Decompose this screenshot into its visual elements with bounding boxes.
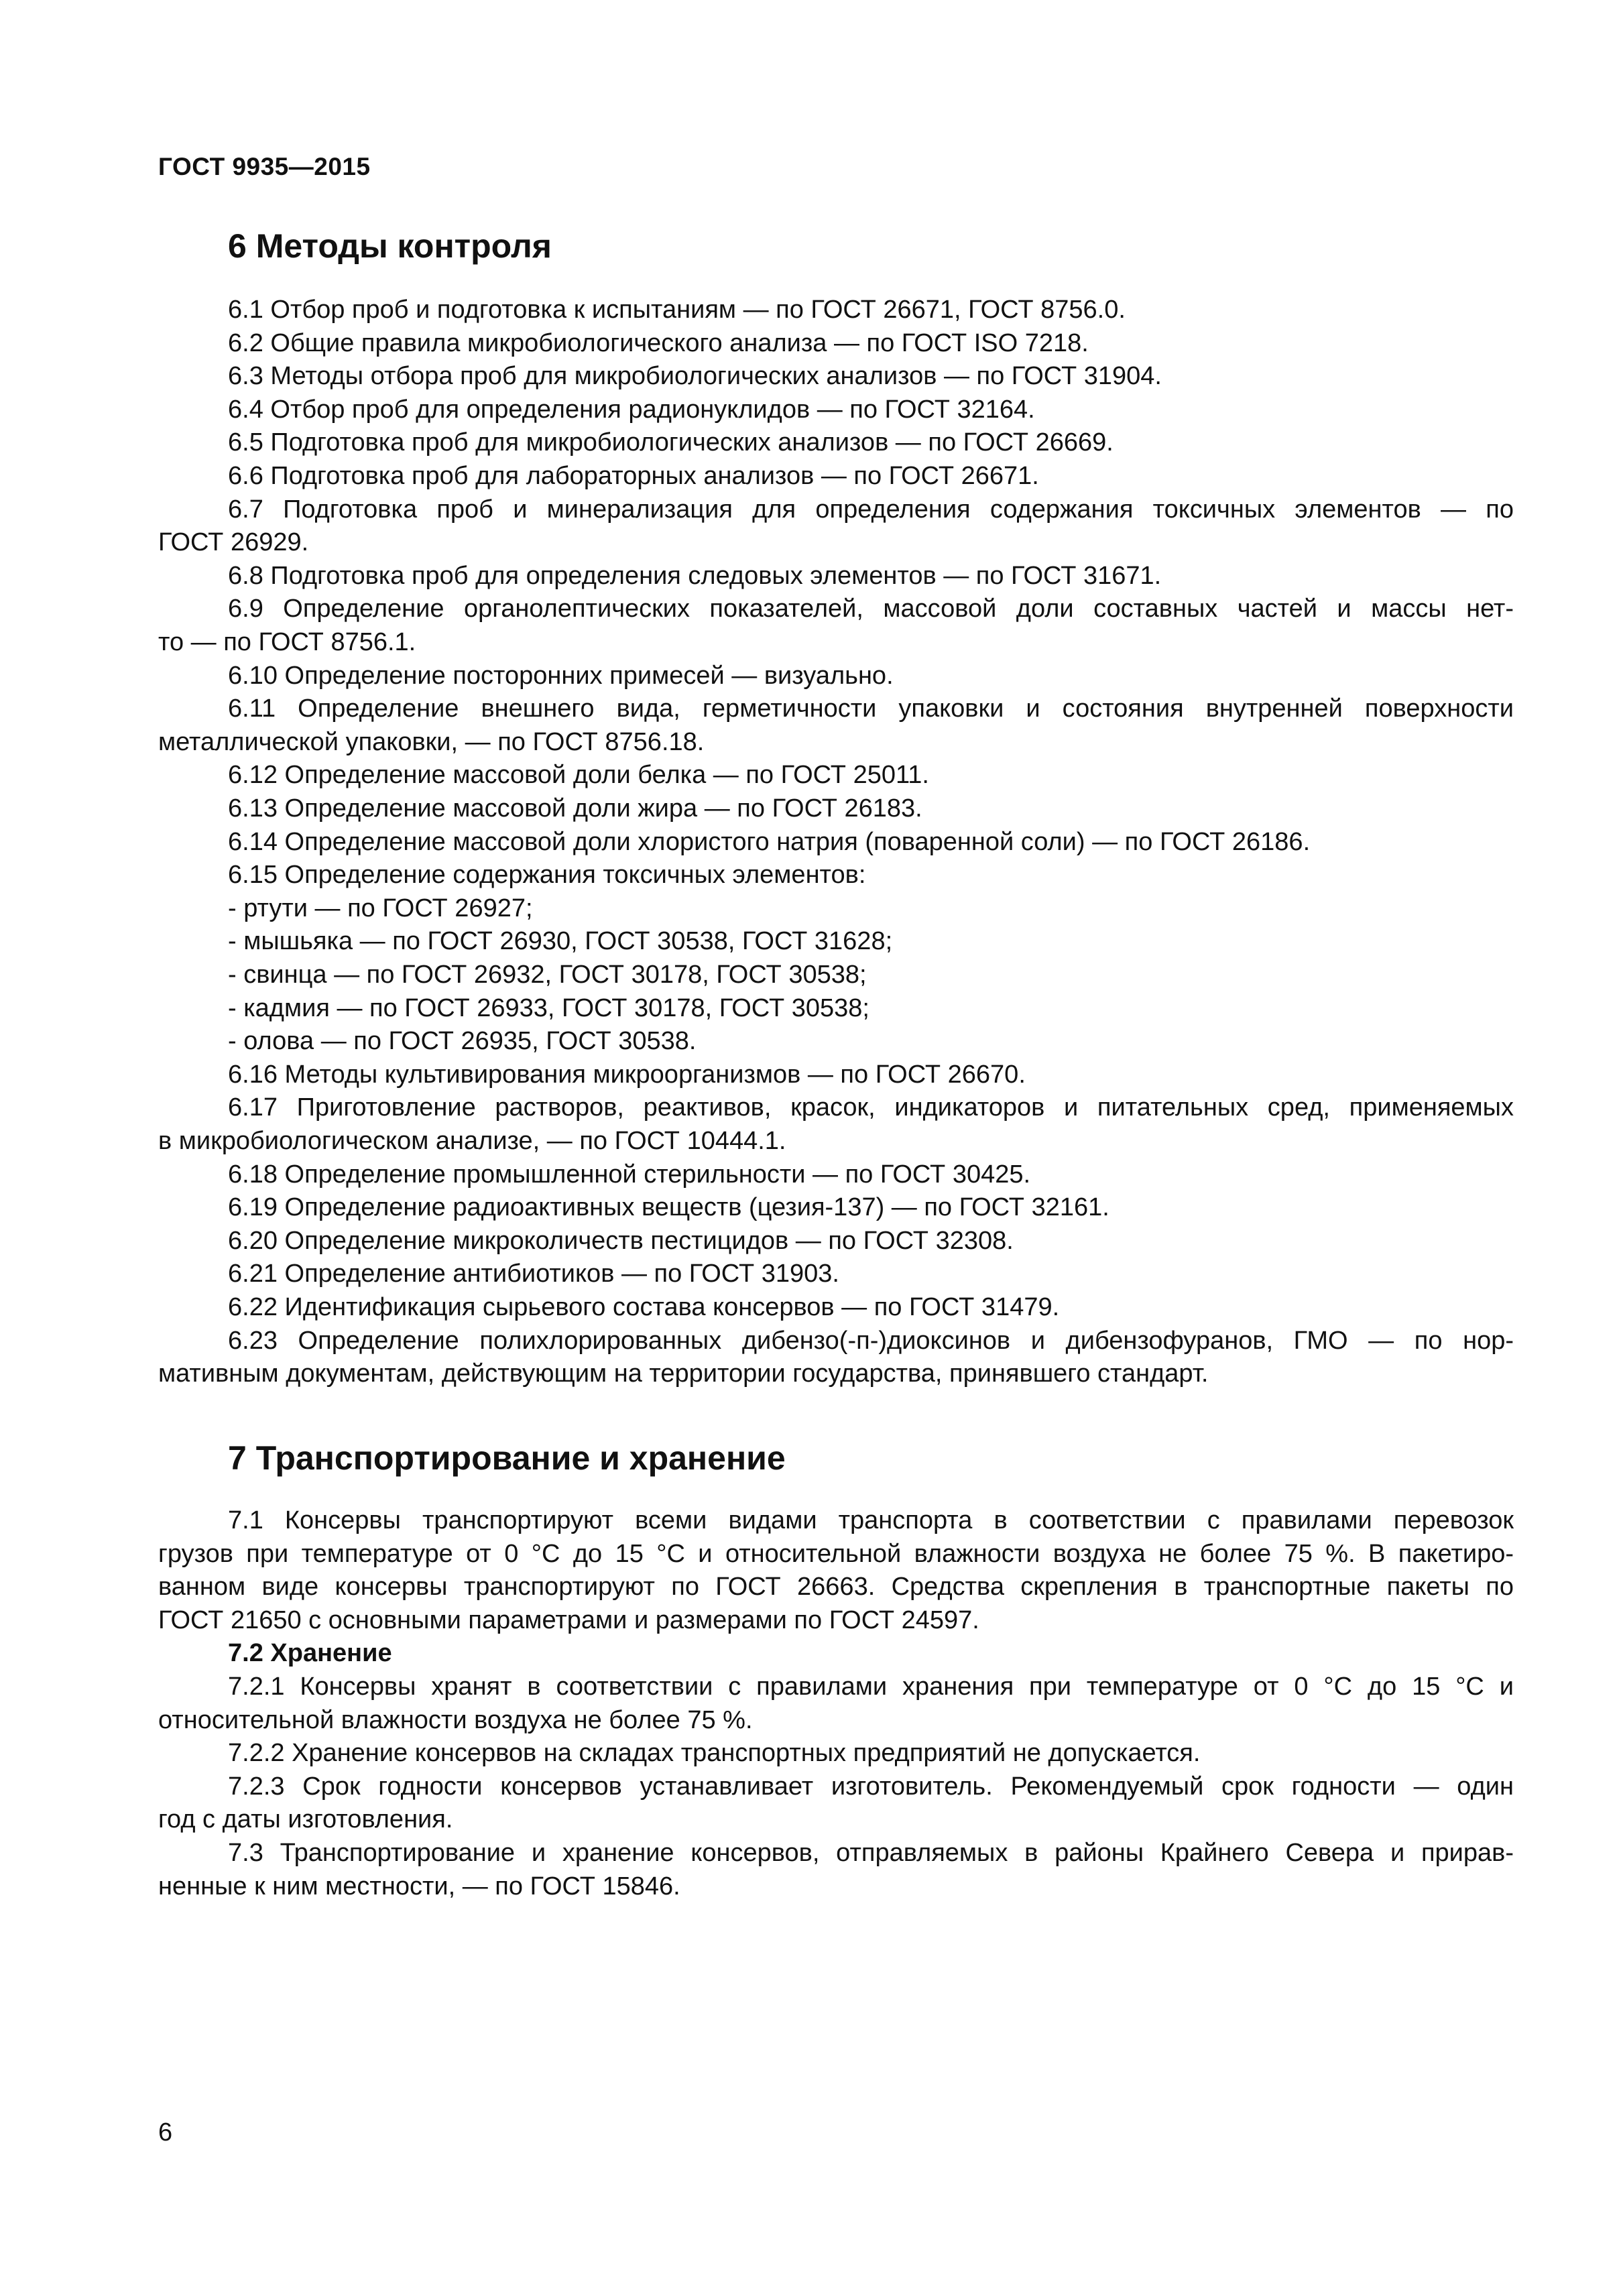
section6-line: металлической упаковки, — по ГОСТ 8756.18.: [158, 727, 705, 756]
section6-line: 6.1 Отбор проб и подготовка к испытаниям — по ГОСТ 26671, ГОСТ 8756.0.: [228, 296, 1126, 324]
section6-line: - свинца — по ГОСТ 26932, ГОСТ 30178, ГОСТ 30538;: [228, 961, 867, 989]
section6-line: 6.2 Общие правила микробиологического анализа — по ГОСТ ISO 7218.: [228, 328, 1089, 357]
section6-line: 6.22 Идентификация сырьевого состава консервов — по ГОСТ 31479.: [228, 1293, 1060, 1321]
section6-line: 6.20 Определение микроколичеств пестицидов — по ГОСТ 32308.: [228, 1226, 1014, 1255]
section7-line: год с даты изготовления.: [158, 1805, 453, 1834]
section-7-title: 7 Транспортирование и хранение: [228, 1439, 786, 1477]
section6-line: 6.5 Подготовка проб для микробиологических анализов — по ГОСТ 26669.: [228, 428, 1114, 457]
section-6-title: 6 Методы контроля: [228, 227, 552, 265]
section7-line: 7.3 Транспортирование и хранение консервов, отправляемых в районы Крайнего Севера и прирав-: [228, 1839, 1514, 1867]
section7-line: 7.2.1 Консервы хранят в соответствии с правилами хранения при температуре от 0 °С до 15 °С и: [228, 1673, 1514, 1701]
section6-line: - кадмия — по ГОСТ 26933, ГОСТ 30178, ГОСТ 30538;: [228, 993, 869, 1022]
section6-line: 6.15 Определение содержания токсичных элементов:: [228, 861, 866, 890]
section6-line: 6.14 Определение массовой доли хлористого натрия (поваренной соли) — по ГОСТ 26186.: [228, 827, 1311, 856]
section6-line: 6.12 Определение массовой доли белка — по ГОСТ 25011.: [228, 761, 929, 790]
section6-line: 6.6 Подготовка проб для лабораторных анализов — по ГОСТ 26671.: [228, 462, 1039, 490]
section6-line: 6.4 Отбор проб для определения радионуклидов — по ГОСТ 32164.: [228, 395, 1035, 424]
section6-line: в микробиологическом анализе, — по ГОСТ 10444.1.: [158, 1127, 786, 1155]
section7-line: относительной влажности воздуха не более 75 %.: [158, 1705, 753, 1734]
page-number: 6: [158, 2118, 173, 2147]
section6-line: то — по ГОСТ 8756.1.: [158, 628, 416, 656]
section6-line: 6.3 Методы отбора проб для микробиологических анализов — по ГОСТ 31904.: [228, 362, 1162, 391]
section7-line: 7.2.2 Хранение консервов на складах транспортных предприятий не допускается.: [228, 1739, 1201, 1768]
section7-line: 7.2.3 Срок годности консервов устанавливает изготовитель. Рекомендуемый срок годности — один: [228, 1772, 1514, 1801]
section6-line: мативным документам, действующим на территории государства, принявшего стандарт.: [158, 1360, 1209, 1388]
section6-line: 6.8 Подготовка проб для определения следовых элементов — по ГОСТ 31671.: [228, 561, 1162, 590]
section7-line: ванном виде консервы транспортируют по ГОСТ 26663. Средства скрепления в транспортные пакеты по: [158, 1573, 1514, 1602]
section6-line: 6.7 Подготовка проб и минерализация для определения содержания токсичных элементов — по: [228, 495, 1514, 524]
section6-line: 6.23 Определение полихлорированных дибензо(-п-)диоксинов и дибензофуранов, ГМО — по нор-: [228, 1326, 1514, 1355]
section6-line: - ртути — по ГОСТ 26927;: [228, 894, 533, 922]
section7-line: грузов при температуре от 0 °С до 15 °С и относительной влажности воздуха не более 75 %. В пакетиро-: [158, 1539, 1514, 1568]
section7-line: ГОСТ 21650 с основными параметрами и размерами по ГОСТ 24597.: [158, 1606, 979, 1634]
section7-line: ненные к ним местности, — по ГОСТ 15846.: [158, 1872, 680, 1900]
section6-line: 6.11 Определение внешнего вида, герметичности упаковки и состояния внутренней поверхности: [228, 694, 1514, 723]
section6-line: 6.9 Определение органолептических показателей, массовой доли составных частей и массы нет-: [228, 595, 1514, 623]
document-header: ГОСТ 9935—2015: [158, 153, 371, 180]
section6-line: - мышьяка — по ГОСТ 26930, ГОСТ 30538, ГОСТ 31628;: [228, 927, 893, 956]
section6-line: 6.16 Методы культивирования микроорганизмов — по ГОСТ 26670.: [228, 1060, 1026, 1089]
section6-line: 6.17 Приготовление растворов, реактивов, красок, индикаторов и питательных сред, применяемых: [228, 1093, 1514, 1122]
section6-line: 6.10 Определение посторонних примесей — визуально.: [228, 661, 894, 690]
section6-line: 6.18 Определение промышленной стерильности — по ГОСТ 30425.: [228, 1160, 1031, 1189]
section6-line: 6.13 Определение массовой доли жира — по ГОСТ 26183.: [228, 794, 922, 823]
section6-line: 6.21 Определение антибиотиков — по ГОСТ 31903.: [228, 1260, 839, 1288]
section7-line: 7.1 Консервы транспортируют всеми видами транспорта в соответствии с правилами перевозок: [228, 1506, 1514, 1534]
section6-line: ГОСТ 26929.: [158, 528, 309, 557]
section7-line: 7.2 Хранение: [228, 1639, 392, 1668]
section6-line: - олова — по ГОСТ 26935, ГОСТ 30538.: [228, 1027, 697, 1056]
section6-line: 6.19 Определение радиоактивных веществ (цезия-137) — по ГОСТ 32161.: [228, 1193, 1109, 1222]
